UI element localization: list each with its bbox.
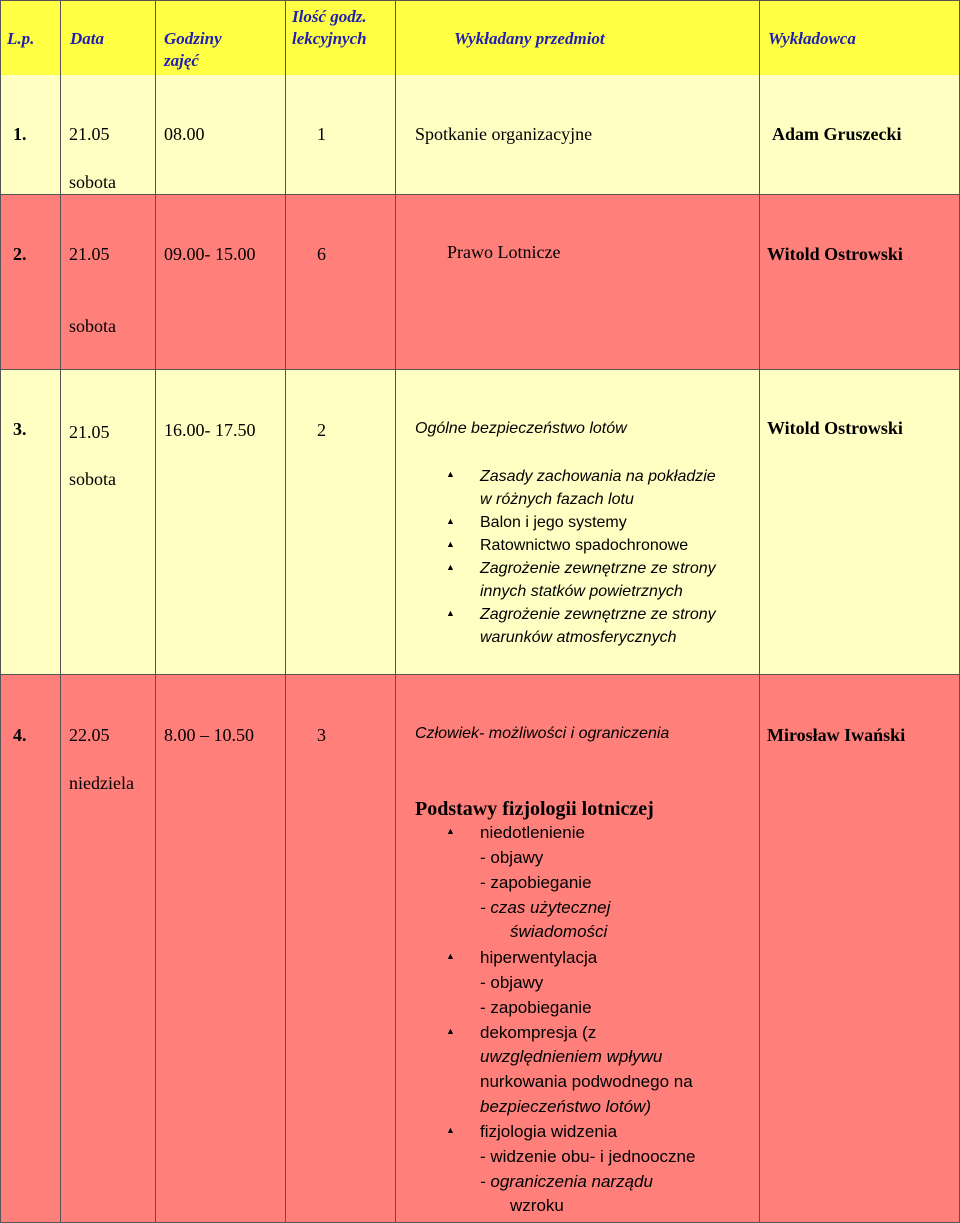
up-arrow-bullet-icon: ▲ <box>446 562 455 572</box>
list-item: - zapobieganie <box>480 998 592 1017</box>
up-arrow-bullet-icon: ▲ <box>446 469 455 479</box>
row-hours: 2 <box>317 420 326 440</box>
header-ilosc-2: lekcyjnych <box>292 29 367 48</box>
row-subject: Ogólne bezpieczeństwo lotów <box>415 420 627 437</box>
row-lecturer: Witold Ostrowski <box>767 244 903 264</box>
list-item: warunków atmosferycznych <box>480 629 677 646</box>
list-item: Balon i jego systemy <box>480 514 627 531</box>
row-date: 21.05 <box>69 244 110 264</box>
list-item: Zasady zachowania na pokładzie <box>480 468 716 485</box>
list-item: dekompresja (z <box>480 1023 597 1042</box>
row-day: sobota <box>69 316 116 336</box>
row-lecturer: Mirosław Iwański <box>767 725 906 745</box>
list-item: - zapobieganie <box>480 873 592 892</box>
list-item: bezpieczeństwo lotów) <box>480 1097 652 1116</box>
row-time: 8.00 – 10.50 <box>164 725 254 745</box>
row-hours: 6 <box>317 244 326 264</box>
row-subject: Prawo Lotnicze <box>447 242 561 262</box>
list-item: - widzenie obu- i jednooczne <box>480 1147 696 1166</box>
row-time: 08.00 <box>164 124 205 144</box>
up-arrow-bullet-icon: ▲ <box>446 1125 455 1135</box>
list-item: świadomości <box>510 922 608 941</box>
header-ilosc: Ilość godz. <box>292 7 367 26</box>
row-day: sobota <box>69 172 116 192</box>
list-item: uwzględnieniem wpływu <box>480 1047 663 1066</box>
up-arrow-bullet-icon: ▲ <box>446 608 455 618</box>
list-item: fizjologia widzenia <box>480 1122 618 1141</box>
list-item: Zagrożenie zewnętrzne ze strony <box>480 606 716 623</box>
list-item: nurkowania podwodnego na <box>480 1072 693 1091</box>
row-hours: 1 <box>317 124 326 144</box>
row-lecturer: Witold Ostrowski <box>767 418 903 438</box>
row-lp: 2. <box>13 244 27 264</box>
table-header <box>0 0 960 76</box>
up-arrow-bullet-icon: ▲ <box>446 1026 455 1036</box>
up-arrow-bullet-icon: ▲ <box>446 951 455 961</box>
list-item: - objawy <box>480 973 544 992</box>
row-subject: Spotkanie organizacyjne <box>415 124 593 144</box>
list-item: wzroku <box>510 1196 564 1215</box>
table-row <box>0 75 960 195</box>
row-subject: Człowiek- możliwości i ograniczenia <box>415 725 670 742</box>
header-przedmiot: Wykładany przedmiot <box>454 29 605 48</box>
list-item: niedotlenienie <box>480 823 585 842</box>
list-item: hiperwentylacja <box>480 948 598 967</box>
up-arrow-bullet-icon: ▲ <box>446 826 455 836</box>
header-lp: L.p. <box>7 29 35 48</box>
list-item: Zagrożenie zewnętrzne ze strony <box>480 560 716 577</box>
table-row <box>0 675 960 1223</box>
table-row <box>0 370 960 675</box>
row-lp: 4. <box>13 725 27 745</box>
row-lecturer: Adam Gruszecki <box>772 124 902 144</box>
up-arrow-bullet-icon: ▲ <box>446 516 455 526</box>
up-arrow-bullet-icon: ▲ <box>446 539 455 549</box>
row-lp: 1. <box>13 124 27 144</box>
header-wykladowca: Wykładowca <box>768 29 856 48</box>
row-time: 16.00- 17.50 <box>164 420 256 440</box>
row-date: 22.05 <box>69 725 110 745</box>
list-item: w różnych fazach lotu <box>480 491 634 508</box>
header-data: Data <box>70 29 104 48</box>
row-date: 21.05 <box>69 422 110 442</box>
row-day: sobota <box>69 469 116 489</box>
list-item: - czas użytecznej <box>480 898 611 917</box>
list-item: - ograniczenia narządu <box>480 1172 653 1191</box>
list-item: innych statków powietrznych <box>480 583 683 600</box>
header-godziny: Godziny <box>164 29 222 48</box>
table-row <box>0 195 960 370</box>
section-title: Podstawy fizjologii lotniczej <box>415 798 654 820</box>
row-day: niedziela <box>69 773 134 793</box>
row-hours: 3 <box>317 725 326 745</box>
list-item: - objawy <box>480 848 544 867</box>
row-date: 21.05 <box>69 124 110 144</box>
header-godziny-2: zajęć <box>164 51 199 70</box>
list-item: Ratownictwo spadochronowe <box>480 537 689 554</box>
row-time: 09.00- 15.00 <box>164 244 256 264</box>
row-lp: 3. <box>13 419 27 439</box>
